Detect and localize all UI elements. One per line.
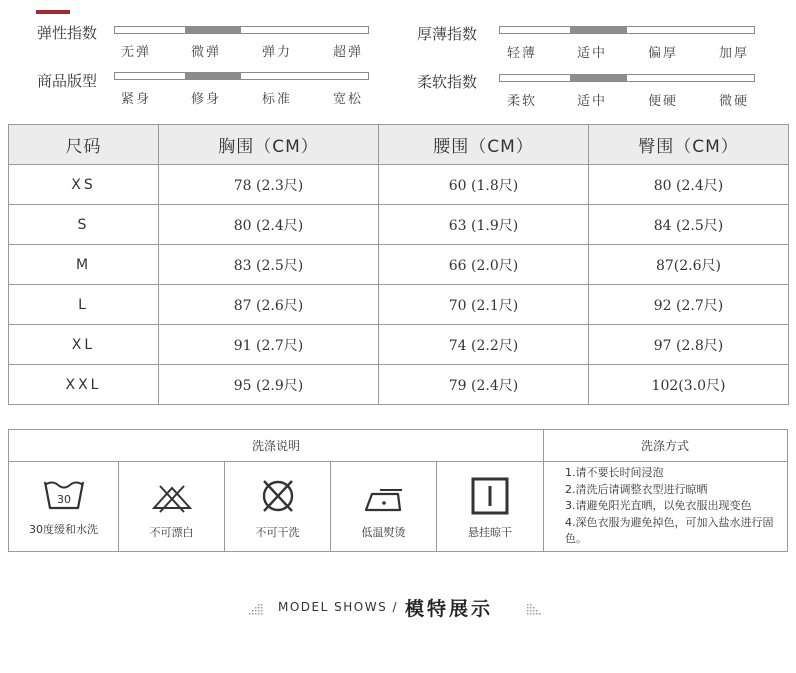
- waist-cell: 60 (1.8尺): [379, 165, 589, 205]
- index-option: 微硬: [719, 94, 750, 109]
- wash-30-icon: [42, 476, 86, 512]
- care-item-label: 低温熨烫: [361, 526, 406, 539]
- hip-cell: 87(2.6尺): [589, 245, 789, 285]
- index-label: 商品版型: [37, 72, 98, 90]
- bust-cell: 95 (2.9尺): [159, 365, 379, 405]
- index-label: 弹性指数: [37, 24, 98, 42]
- index-bar-fill: [185, 26, 242, 34]
- model-shows-heading: [0, 591, 796, 621]
- care-instructions-title: 洗涤说明: [9, 430, 543, 462]
- index-bar-fill: [185, 72, 242, 80]
- waist-cell: 66 (2.0尺): [379, 245, 589, 285]
- care-item-iron: [331, 462, 436, 552]
- index-option: 柔软: [507, 94, 538, 109]
- bust-cell: 83 (2.5尺): [159, 245, 379, 285]
- index-option: 弹力: [262, 45, 293, 60]
- care-item-label: 30度缓和水洗: [29, 523, 98, 536]
- waist-cell: 63 (1.9尺): [379, 205, 589, 245]
- care-item-wash: [9, 462, 118, 552]
- table-row: [9, 245, 789, 285]
- hang-dry-icon: [470, 476, 510, 516]
- index-option: 微弹: [191, 45, 222, 60]
- waist-cell: 70 (2.1尺): [379, 285, 589, 325]
- table-header-row: [9, 125, 789, 165]
- column-header: 尺码: [9, 125, 159, 165]
- care-item-bleach: [119, 462, 224, 552]
- dots-decoration-icon: [244, 602, 264, 616]
- index-option: 修身: [191, 92, 222, 107]
- care-section: [8, 429, 788, 552]
- hip-cell: 97 (2.8尺): [589, 325, 789, 365]
- index-option: 适中: [577, 46, 608, 61]
- no-dry-clean-icon: [256, 476, 300, 516]
- size-cell: L: [9, 285, 159, 325]
- bust-cell: 78 (2.3尺): [159, 165, 379, 205]
- bust-cell: 91 (2.7尺): [159, 325, 379, 365]
- table-row: [9, 285, 789, 325]
- care-method-title: 洗涤方式: [543, 430, 787, 462]
- care-item-label: 悬挂晾干: [468, 526, 512, 539]
- index-bar-fill: [570, 26, 627, 34]
- index-bar: [114, 26, 369, 34]
- dots-decoration-icon: [526, 602, 546, 616]
- table-row: [9, 205, 789, 245]
- size-cell: XL: [9, 325, 159, 365]
- table-row: [9, 325, 789, 365]
- model-title-en: MODEL SHOWS /: [278, 600, 399, 614]
- column-header: 腰围（CM）: [379, 125, 589, 165]
- no-bleach-icon: [150, 482, 194, 518]
- size-cell: M: [9, 245, 159, 285]
- table-row: [9, 165, 789, 205]
- size-cell: XXL: [9, 365, 159, 405]
- care-note: 3.请避免阳光直晒，以免衣服出现变色: [565, 499, 752, 512]
- column-header: 胸围（CM）: [159, 125, 379, 165]
- index-option: 便硬: [648, 94, 679, 109]
- size-cell: XS: [9, 165, 159, 205]
- size-table: [8, 124, 789, 405]
- care-item-label: 不可漂白: [149, 526, 194, 539]
- hip-cell: 80 (2.4尺): [589, 165, 789, 205]
- index-option: 偏厚: [648, 46, 679, 61]
- index-option: 宽松: [333, 92, 364, 107]
- table-row: [9, 365, 789, 405]
- index-option: 紧身: [121, 92, 152, 107]
- index-option: 适中: [577, 94, 608, 109]
- index-option: 超弹: [333, 45, 364, 60]
- size-cell: S: [9, 205, 159, 245]
- index-label: 厚薄指数: [417, 25, 478, 43]
- bust-cell: 87 (2.6尺): [159, 285, 379, 325]
- care-note: 4.深色衣服为避免掉色，可加入盐水进行固色。: [565, 515, 774, 545]
- hip-cell: 84 (2.5尺): [589, 205, 789, 245]
- care-item-hang: [437, 462, 543, 552]
- hip-cell: 102(3.0尺): [589, 365, 789, 405]
- hip-cell: 92 (2.7尺): [589, 285, 789, 325]
- low-iron-icon: [362, 482, 406, 518]
- index-option: 加厚: [719, 46, 750, 61]
- care-note: 2.清洗后请调整衣型进行晾晒: [565, 482, 708, 496]
- divider: [543, 430, 544, 551]
- index-bar: [499, 74, 755, 82]
- bust-cell: 80 (2.4尺): [159, 205, 379, 245]
- index-option: 标准: [262, 92, 293, 107]
- waist-cell: 74 (2.2尺): [379, 325, 589, 365]
- wash-temp-label: 30: [56, 493, 71, 506]
- index-bar-fill: [570, 74, 627, 82]
- column-header: 臀围（CM）: [589, 125, 789, 165]
- care-note: 1.请不要长时间浸泡: [565, 466, 664, 479]
- index-label: 柔软指数: [417, 73, 478, 91]
- model-title-zh: 模特展示: [405, 598, 494, 620]
- index-option: 轻薄: [507, 46, 538, 61]
- index-bar: [499, 26, 755, 34]
- care-method-notes: [565, 465, 789, 548]
- waist-cell: 79 (2.4尺): [379, 365, 589, 405]
- index-option: 无弹: [121, 45, 152, 60]
- accent-line: [36, 10, 70, 14]
- care-item-dryclean: [225, 462, 330, 552]
- index-bar: [114, 72, 369, 80]
- care-item-label: 不可干洗: [255, 526, 300, 539]
